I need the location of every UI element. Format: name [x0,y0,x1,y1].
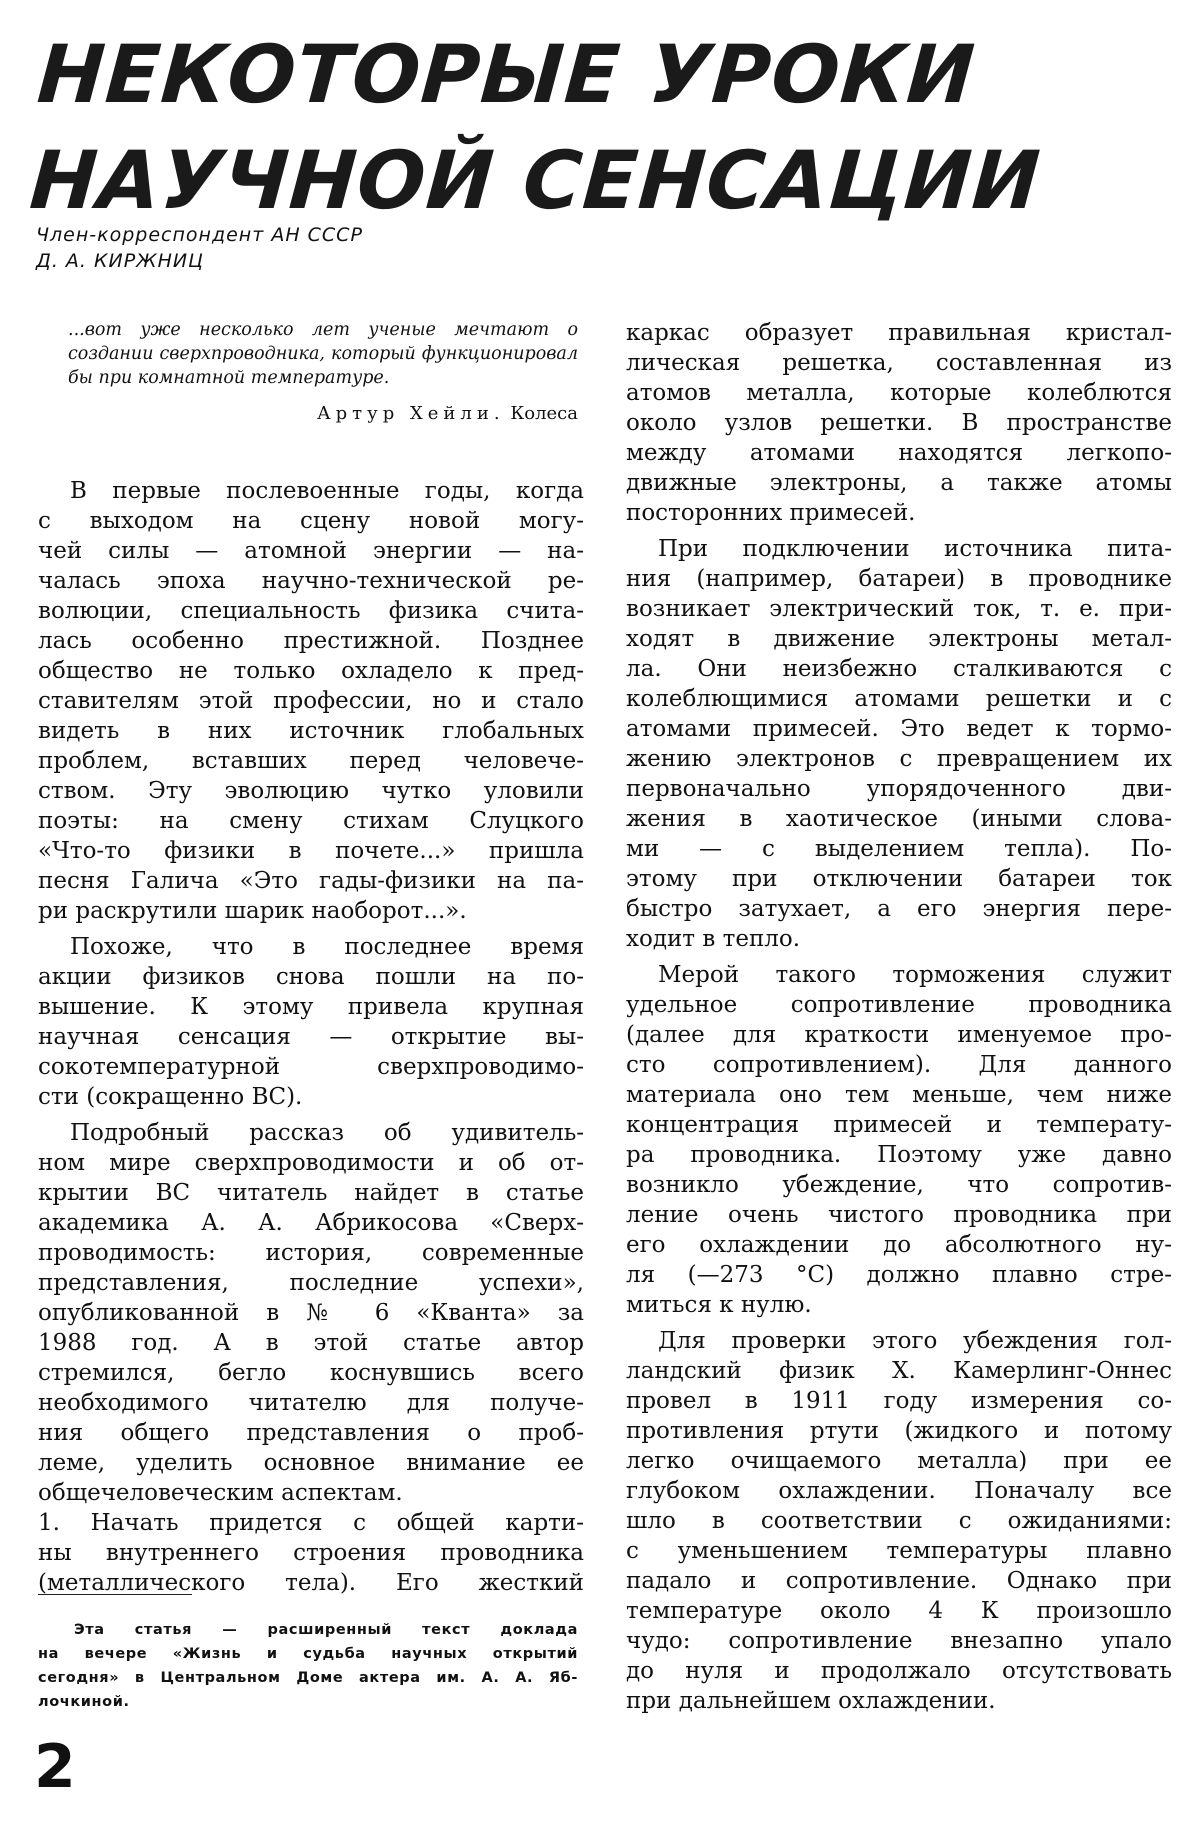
text-line: опубликованной в № 6 «Кванта» за [38,1300,584,1326]
article-title-line-1: НЕКОТОРЫЕ УРОКИ [34,28,979,121]
text-line: ния общего представления о проб- [38,1420,584,1446]
epigraph-source-title: Колеса [510,403,578,424]
text-line: видеть в них источник глобальных [38,718,584,744]
text-line: общество не только охладело к пред- [38,658,584,684]
text-line: проблем, вставших перед человече- [38,748,584,774]
text-line: сто сопротивлением). Для данного [626,1052,1172,1078]
text-line: температуре около 4 К произошло [626,1598,1172,1624]
text-line: ния (например, батареи) в проводнике [626,566,1172,592]
text-line: между атомами находятся легкопо- [626,440,1172,466]
text-line: сти (сокращенно ВС). [38,1084,303,1110]
text-line: При подключении источника пита- [658,536,1172,562]
text-line: легко очищаемого металла) при ее [626,1448,1172,1474]
text-line: ление очень чистого проводника при [626,1202,1172,1228]
text-line: возникло убеждение, что сопротив- [626,1172,1172,1198]
text-line: возникает электрический ток, т. е. при- [626,596,1172,622]
text-line: его охлаждении до абсолютного ну- [626,1232,1172,1258]
left-column [38,476,584,1598]
footnote [38,1618,578,1714]
text-line: жения в хаотическое (иными слова- [626,806,1172,832]
text-line: чудо: сопротивление внезапно упало [626,1628,1172,1654]
text-line: атомами примесей. Это ведет к тормо- [626,716,1172,742]
text-line: ри раскрутили шарик наоборот...». [38,898,467,924]
article-title [27,22,1142,234]
text-line: посторонних примесей. [626,500,916,526]
text-line: ходят в движение электроны метал- [626,626,1172,652]
text-line: общечеловеческим аспектам. [38,1480,403,1506]
text-line: каркас образует правильная кристал- [626,320,1172,346]
text-line: крытии ВС читатель найдет в статье [38,1180,584,1206]
text-line: провел в 1911 году измерения со- [626,1388,1172,1414]
text-line: сокотемпературной сверхпроводимо- [38,1054,584,1080]
text-line: первоначально упорядоченного дви- [626,776,1172,802]
text-line: «Что-то физики в почете...» пришла [38,838,584,864]
right-column [626,318,1172,1716]
text-line: чей силы — атомной энергии — на- [38,538,584,564]
text-line: ны внутреннего строения проводника [38,1540,584,1566]
text-line: до нуля и продолжало отсутствовать [626,1658,1172,1684]
text-line: академика А. А. Абрикосова «Сверх- [38,1210,584,1236]
text-line: Мерой такого торможения служит [658,962,1172,988]
text-line: удельное сопротивление проводника [626,992,1172,1018]
text-line: ном мире сверхпроводимости и об от- [38,1150,584,1176]
text-line: ми — с выделением тепла). По- [626,836,1172,862]
text-line: 1. Начать придется с общей карти- [38,1510,584,1536]
text-line: ра проводника. Поэтому уже давно [626,1142,1172,1168]
text-line: концентрация примесей и температу- [626,1112,1172,1138]
epigraph-source [68,402,578,426]
article-title-line-2: НАУЧНОЙ СЕНСАЦИИ [27,134,1044,227]
text-line: леме, уделить основное внимание ее [38,1450,584,1476]
text-line: колеблющимися атомами решетки и с [626,686,1172,712]
text-line: ла. Они неизбежно сталкиваются с [626,656,1172,682]
footnote-line: лочкиной. [38,1694,130,1710]
text-line: научная сенсация — открытие вы- [38,1024,584,1050]
text-line: чалась эпоха научно-технической ре- [38,568,584,594]
footnote-line: на вечере «Жизнь и судьба научных открытий [38,1646,578,1662]
text-line: падало и сопротивление. Однако при [626,1568,1172,1594]
text-line: представления, последние успехи», [38,1270,584,1296]
text-line: необходимого читателю для получе- [38,1390,584,1416]
text-line: поэты: на смену стихам Слуцкого [38,808,584,834]
epigraph-text: ...вот уже несколько лет ученые мечтают о создании сверхпроводника, который функционировал бы при комнатной температуре. [68,320,578,388]
text-line: Подробный рассказ об удивитель- [70,1120,584,1146]
text-line: ходит в тепло. [626,926,801,952]
text-line: шло в соответствии с ожиданиями: [626,1508,1172,1534]
text-line: стремился, бегло коснувшись всего [38,1360,584,1386]
text-line: миться к нулю. [626,1292,812,1318]
footnote-line: сегодня» в Центральном Доме актера им. А. А. Яб- [38,1670,578,1686]
text-line: этому при отключении батареи ток [626,866,1172,892]
text-line: Похоже, что в последнее время [70,934,584,960]
footnote-divider [38,1594,192,1595]
text-line: атомов металла, которые колеблются [626,380,1172,406]
text-line: при дальнейшем охлаждении. [626,1688,996,1714]
text-line: ством. Эту эволюцию чутко уловили [38,778,584,804]
text-line: волюции, специальность физика счита- [38,598,584,624]
footnote-line: Эта статья — расширенный текст доклада [74,1622,578,1638]
text-line: глубоком охлаждении. Поначалу все [626,1478,1172,1504]
text-line: с уменьшением температуры плавно [626,1538,1172,1564]
text-line: В первые послевоенные годы, когда [70,478,584,504]
epigraph-source-author: Артур Хейли. [317,403,505,424]
text-line: ландский физик Х. Камерлинг-Оннес [626,1358,1172,1384]
text-line: материала оно тем меньше, чем ниже [626,1082,1172,1108]
text-line: песня Галича «Это гады-физики на па- [38,868,584,894]
text-line: вышение. К этому привела крупная [38,994,584,1020]
author-role: Член-корреспондент АН СССР [36,224,363,246]
text-line: (далее для краткости именуемое про- [626,1022,1172,1048]
text-line: противления ртути (жидкого и потому [626,1418,1172,1444]
text-line: движные электроны, а также атомы [626,470,1172,496]
text-line: около узлов решетки. В пространстве [626,410,1172,436]
page-number: 2 [34,1732,76,1802]
author-block [36,222,363,274]
text-line: лась особенно престижной. Позднее [38,628,584,654]
text-line: быстро затухает, а его энергия пере- [626,896,1172,922]
text-line: с выходом на сцену новой могу- [38,508,584,534]
text-line: жению электронов с превращением их [626,746,1172,772]
text-line: акции физиков снова пошли на по- [38,964,584,990]
text-line: ля (—273 °С) должно плавно стре- [626,1262,1172,1288]
author-name: Д. А. КИРЖНИЦ [36,250,204,272]
text-line: (металлического тела). Его жесткий [38,1570,584,1596]
text-line: проводимость: история, современные [38,1240,584,1266]
text-line: 1988 год. А в этой статье автор [38,1330,584,1356]
text-line: ставителям этой профессии, но и стало [38,688,584,714]
text-line: лическая решетка, составленная из [626,350,1172,376]
text-line: Для проверки этого убеждения гол- [658,1328,1172,1354]
